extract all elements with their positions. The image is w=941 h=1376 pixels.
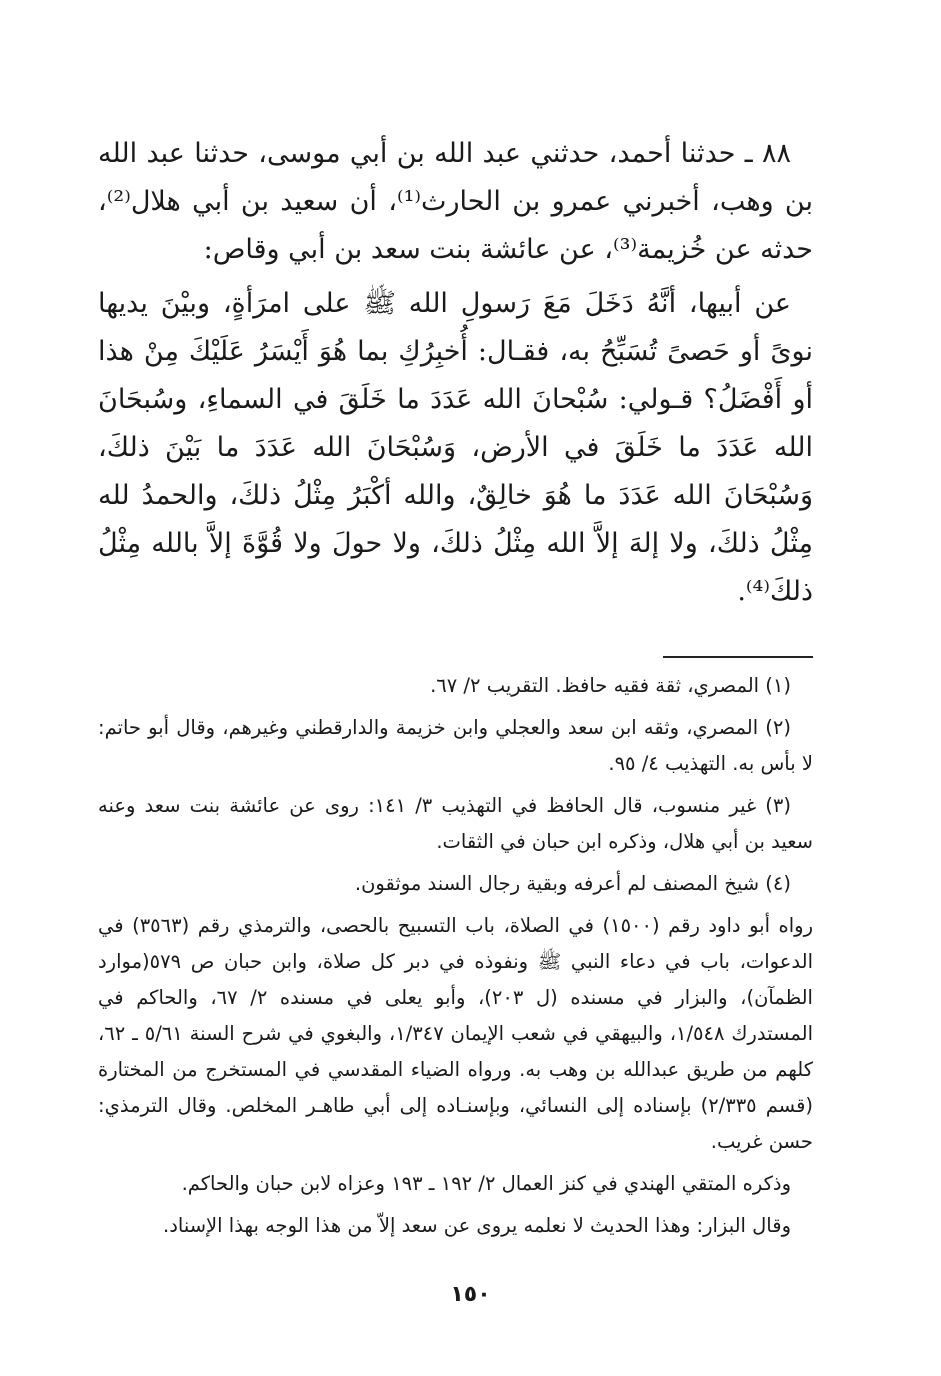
page-number: ١٥٠ xyxy=(450,1282,491,1307)
hadith-matn xyxy=(98,280,813,616)
takhrij-paragraph: رواه أبو داود رقم (١٥٠٠) في الصلاة، باب التسبيح بالحصى، والترمذي رقم (٣٥٦٣) في الدعوات، باب في دعاء النبي ﷺ ونفوذه في دبر كل صلاة، وابن حبان ص ٥٧٩(موارد الظمآن)، والبزار في مسنده (ل ٢٠٣)، وأبو يعلى في مسنده ٢/ ٦٧، والحاكم في المستدرك ١/٥٤٨، والبيهقي في شعب الإيمان ١/٣٤٧، والبغوي في شرح السنة ٥/٦١ ـ ٦٢، كلهم من طريق عبدالله بن وهب به. ورواه الضياء المقدسي في المستخرج من المختارة (قسم ٢/٣٣٥) بإسناده إلى النسائي، وبإسنـاده إلى أبي طاهـر المخلص. وقال الترمذي: حسن غريب. xyxy=(98,914,813,1153)
takhrij-kanz: وذكره المتقي الهندي في كنز العمال ٢/ ١٩٢ ـ ١٩٣ وعزاه لابن حبان والحاكم. xyxy=(181,1172,791,1195)
footnote-divider xyxy=(663,656,813,658)
footnote-1: (١) المصري، ثقة فقيه حافظ. التقريب ٢/ ٦٧. xyxy=(430,674,791,697)
matn-paragraph: عن أبيها، أنَّهُ دَخَلَ مَعَ رَسولِ الله ﷺ على امرَأةٍ، وبيْنَ يديها نوىً أو حَصىً تُسَبِّحُ به، فقـال: أُخبِرُكِ بما هُوَ أَيْسَرُ عَلَيْكَ مِنْ هذا أو أَفْضَلُ؟ قـولي: سُبْحانَ الله عَدَدَ ما خَلَقَ في السماءِ، وسُبحَانَ الله عَدَدَ ما خَلَقَ في الأرض، وَسُبْحَانَ الله عَدَدَ ما بَيْنَ ذلكَ، وَسُبْحَانَ الله عَدَدَ ما هُوَ خالِقٌ، والله أكْبَرُ مِثْلُ ذلكَ، والحمدُ لله مِثْلُ ذلكَ، ولا إلهَ إلاَّ الله مِثْلُ ذلكَ، ولا حولَ ولا قُوَّةَ إلاَّ بالله مِثْلُ ذلكَ⁽⁴⁾. xyxy=(98,288,813,607)
footnotes xyxy=(98,668,813,1244)
takhrij-bazzar: وقال البزار: وهذا الحديث لا نعلمه يروى عن سعد إلاّ من هذا الوجه بهذا الإسناد. xyxy=(163,1214,791,1237)
isnad-paragraph: ٨٨ ـ حدثنا أحمد، حدثني عبد الله بن أبي موسى، حدثنا عبد الله بن وهب، أخبرني عمرو بن الحارث⁽¹⁾، أن سعيد بن أبي هلال⁽²⁾، حدثه عن خُزيمة⁽³⁾، عن عائشة بنت سعد بن أبي وقاص: xyxy=(98,138,813,265)
footnote-2: (٢) المصري، وثقه ابن سعد والعجلي وابن خزيمة والدارقطني وغيرهم، وقال أبو حاتم: لا بأس به. التهذيب ٤/ ٩٥. xyxy=(98,716,813,775)
page-content xyxy=(98,130,813,1250)
footnote-4: (٤) شيخ المصنف لم أعرفه وبقية رجال السند موثقون. xyxy=(354,872,791,895)
footnote-3: (٣) غير منسوب، قال الحافظ في التهذيب ٣/ ١٤١: روى عن عائشة بنت سعد وعنه سعيد بن أبي هلال، وذكره ابن حبان في الثقات. xyxy=(98,794,813,853)
hadith-isnad xyxy=(98,130,813,274)
